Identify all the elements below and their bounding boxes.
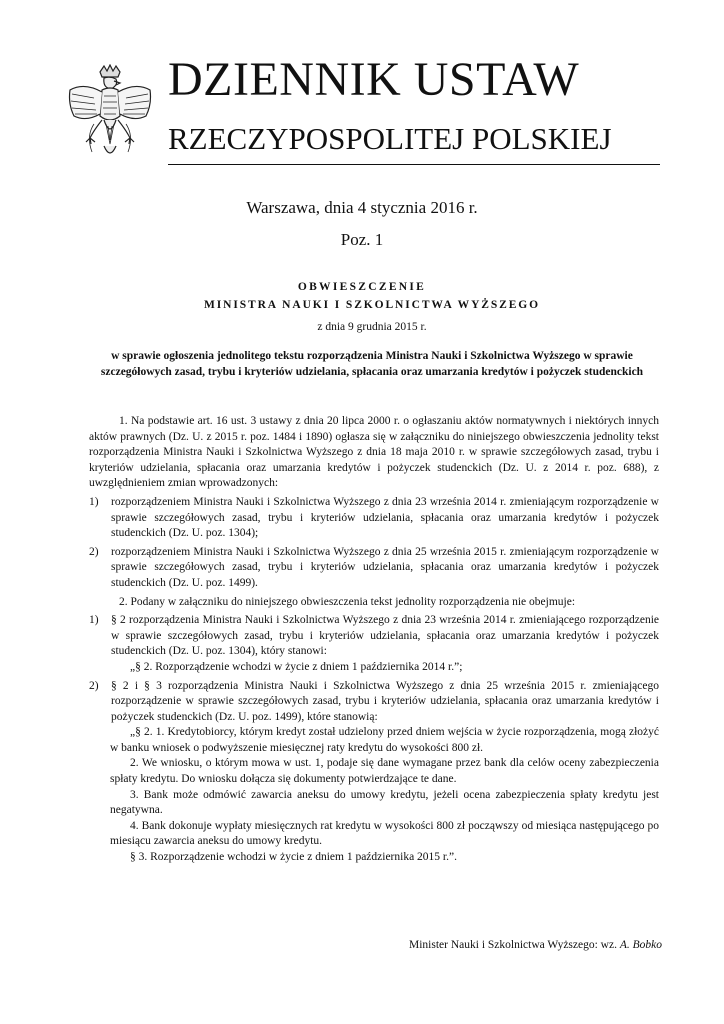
quoted-provision: „§ 2. Rozporządzenie wchodzi w życie z dniem 1 października 2014 r.”; [130,660,463,673]
quoted-provision: 4. Bank dokonuje wypłaty miesięcznych rat kredytu w wysokości 800 zł począwszy od miesiąca następującego po miesiącu zawarcia aneksu do umowy kredytu. [110,819,659,848]
quoted-provision: „§ 2. 1. Kredytobiorcy, którym kredyt został udzielony przed dniem wejścia w życie rozporządzenia, mogą złożyć w banku wniosek o podwyższenie miesięcznej raty kredytu do wysokości 800 zł. [110,726,659,754]
paragraph-1: 1. Na podstawie art. 16 ust. 3 ustawy z dnia 20 lipca 2000 r. o ogłaszaniu aktów normatywnych i niektórych innych aktów prawnych (Dz. U. z 2015 r. poz. 1484 i 1890) ogłasza się w załączniku do niniejszego obwieszczenia jednolity tekst rozporządzenia Ministra Nauki i Szkolnictwa Wyższego z dnia 18 maja 2010 r. w sprawie szczegółowych zasad, trybu i kryteriów udzielania, spłacania oraz umarzania kredytów i pożyczek studenckich (Dz. U. z 2014 r. poz. 688), z uwzględnieniem zmian wprowadzonych: [89,415,659,490]
signature-prefix: Minister Nauki i Szkolnictwa Wyższego: wz. [409,939,617,951]
white-eagle-emblem-icon [64,64,156,164]
list-item [89,613,659,660]
list-text: § 2 i § 3 rozporządzenia Ministra Nauki i Szkolnictwa Wyższego z dnia 25 września 2015 r. zmieniającego rozporządzenie w sprawie szczegółowych zasad, trybu i kryteriów udzielania, spłacania oraz umarzania kredytów i pożyczek studenckich (Dz. U. poz. 1499), które stanowią: [111,679,659,723]
list-number: 1) [89,495,99,508]
header-divider [168,164,660,165]
quoted-provision: 3. Bank może odmówić zawarcia aneksu do umowy kredytu, jeżeli ocena zabezpieczenia spłaty kredytu jest negatywna. [110,788,659,817]
list-item [89,679,659,726]
list-text: § 2 rozporządzenia Ministra Nauki i Szkolnictwa Wyższego z dnia 23 września 2014 r. zmieniającego rozporządzenie w sprawie szczegółowych zasad, trybu i kryteriów udzielania, spłacania oraz umarzania kredytów i pożyczek studenckich (Dz. U. poz. 1304), który stanowi: [111,614,659,658]
document-subject: w sprawie ogłoszenia jednolitego tekstu rozporządzenia Ministra Nauki i Szkolnictwa Wyższego w sprawie szczegółowych zasad, trybu i kryteriów udzielania, spłacania oraz umarzania kredytów i pożyczek studenckich [100,350,644,378]
list-number: 2) [89,545,99,558]
list-number: 1) [89,614,99,627]
list-number: 2) [89,679,99,692]
list-item [89,545,659,592]
issue-date: z dnia 9 grudnia 2015 r. [317,321,427,333]
quoted-provision: § 3. Rozporządzenie wchodzi w życie z dniem 1 października 2015 r.”. [130,851,457,864]
list-text: rozporządzeniem Ministra Nauki i Szkolnictwa Wyższego z dnia 23 września 2014 r. zmieniającym rozporządzenie w sprawie szczegółowych zasad, trybu i kryteriów udzielania, spłacania oraz umarzania kredytów i pożyczek studenckich (Dz. U. poz. 1304); [111,495,659,540]
signatory-name: A. Bobko [619,939,662,951]
dateline [0,198,724,218]
journal-subtitle: RZECZYPOSPOLITEJ POLSKIEJ [168,121,612,156]
paragraph-2: 2. Podany w załączniku do niniejszego obwieszczenia tekst jednolity rozporządzenia nie obejmuje: [119,595,576,608]
list-text: rozporządzeniem Ministra Nauki i Szkolnictwa Wyższego z dnia 25 września 2015 r. zmieniającym rozporządzenie w sprawie szczegółowych zasad, trybu i kryteriów udzielania, spłacania oraz umarzania kredytów i pożyczek studenckich (Dz. U. poz. 1499). [111,545,659,589]
document-body [89,414,659,866]
position-number: Poz. 1 [340,230,384,249]
journal-title: DZIENNIK USTAW [168,53,580,106]
signature-line [409,939,662,951]
issuer: MINISTRA NAUKI I SZKOLNICTWA WYŻSZEGO [204,299,540,311]
quoted-provision: 2. We wniosku, o którym mowa w ust. 1, podaje się dane wymagane przez bank dla celów oceny zabezpieczenia spłaty kredytu. Do wniosku dołącza się dokumenty potwierdzające te dane. [110,757,659,786]
dateline-text: Warszawa, dnia 4 stycznia 2016 r. [246,198,478,217]
document-type: OBWIESZCZENIE [297,281,427,293]
list-item [89,495,659,542]
